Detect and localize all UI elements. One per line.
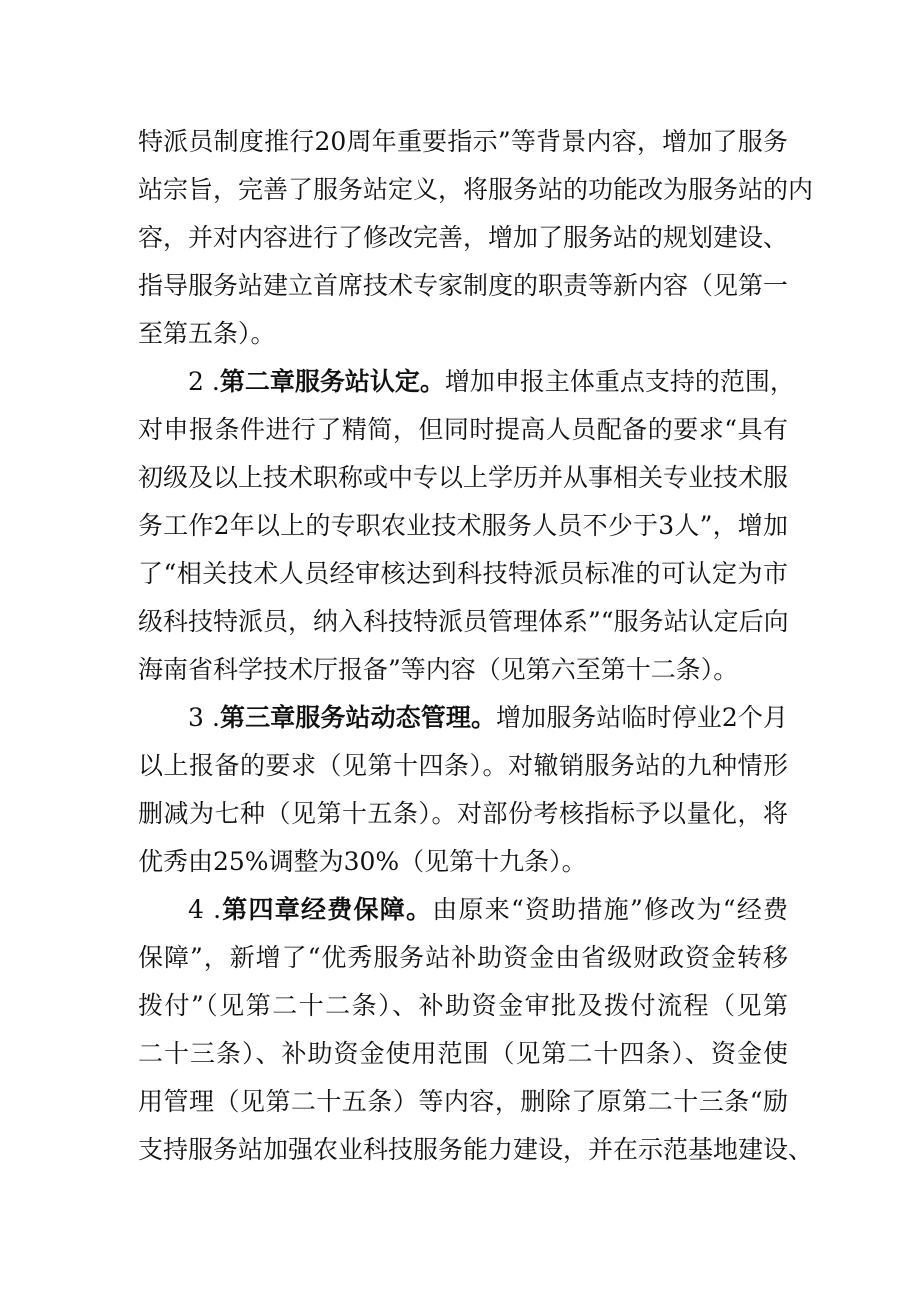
section-heading: 第三章服务站动态管理。 — [219, 703, 497, 732]
text-line: 特派员制度推行20周年重要指示”等背景内容，增加了服务 — [138, 127, 788, 156]
section-heading: 第四章经费保障。 — [221, 895, 433, 924]
text-line: 优秀由25%调整为30%（见第十九条）。 — [138, 847, 587, 876]
section-number: 3 . — [188, 703, 220, 732]
text-line: 指导服务站建立首席技术专家制度的职责等新内容（见第一 — [138, 271, 789, 300]
section-text: 由原来“资助措施”修改为“经费 — [432, 895, 788, 924]
text-line: 站宗旨，完善了服务站定义，将服务站的功能改为服务站的内 — [138, 175, 814, 204]
text-line: 容，并对内容进行了修改完善，增加了服务站的规划建设、 — [138, 223, 789, 252]
section-first-line — [188, 891, 788, 929]
text-line: 海南省科学技术厅报备”等内容（见第六至第十二条）。 — [138, 655, 739, 684]
section-number: 2 . — [188, 367, 220, 396]
text-line: 至第五条）。 — [138, 319, 276, 348]
section-text: 增加服务站临时停业2个月 — [496, 703, 788, 732]
section-heading: 第二章服务站认定。 — [219, 367, 445, 396]
text-line: 对申报条件进行了精简，但同时提高人员配备的要求“具有 — [138, 415, 788, 444]
text-line: 初级及以上技术职称或中专以上学历并从事相关专业技术服 — [138, 463, 789, 492]
section-text: 增加申报主体重点支持的范围， — [444, 367, 795, 396]
section-first-line — [188, 699, 788, 737]
text-line: 以上报备的要求（见第十四条）。对辙销服务站的九种情形 — [138, 751, 788, 780]
text-line: 二十三条）、补助资金使用范围（见第二十四条）、资金使 — [138, 1039, 788, 1068]
text-line: 务工作2年以上的专职农业技术服务人员不少于3人”，增加 — [138, 511, 788, 540]
text-line: 级科技特派员，纳入科技特派员管理体系”“服务站认定后向 — [138, 607, 789, 636]
text-line: 用管理（见第二十五条）等内容，删除了原第二十三条“励 — [138, 1087, 788, 1116]
text-line: 删减为七种（见第十五条）。对部份考核指标予以量化，将 — [138, 799, 788, 828]
text-line: 保障”，新增了“优秀服务站补助资金由省级财政资金转移 — [138, 943, 788, 972]
section-number: 4 . — [188, 895, 222, 924]
text-line: 拨付”（见第二十二条）、补助资金审批及拨付流程（见第 — [138, 991, 788, 1020]
text-line: 了“相关技术人员经审核达到科技特派员标准的可认定为市 — [138, 559, 788, 588]
text-line: 支持服务站加强农业科技服务能力建设，并在示范基地建设、 — [138, 1135, 814, 1164]
section-first-line — [188, 363, 795, 401]
